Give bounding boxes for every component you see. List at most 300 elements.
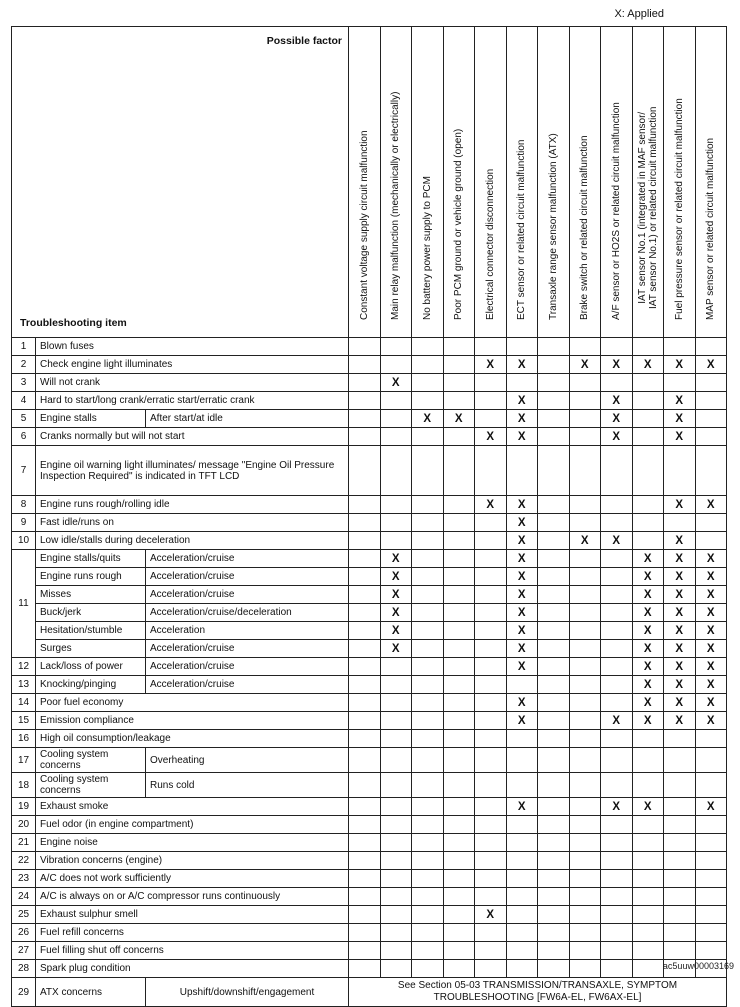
factor-label: Poor PCM ground or vehicle ground (open): [453, 128, 465, 320]
applied-mark: [695, 374, 727, 392]
applied-mark: [506, 676, 538, 694]
condition: Acceleration/cruise: [146, 640, 349, 658]
applied-mark: [569, 586, 601, 604]
applied-mark: [412, 604, 444, 622]
applied-mark: [412, 748, 444, 773]
troubleshooting-item: Fuel filling shut off concerns: [36, 942, 349, 960]
applied-mark: X: [601, 392, 633, 410]
row-number: 20: [12, 816, 36, 834]
applied-mark: [538, 410, 570, 428]
applied-mark: X: [664, 428, 696, 446]
row-number: 23: [12, 870, 36, 888]
table-row: [12, 773, 727, 798]
troubleshooting-item: Emission compliance: [36, 712, 349, 730]
row-number: 19: [12, 798, 36, 816]
applied-mark: [380, 496, 412, 514]
troubleshooting-item: Will not crank: [36, 374, 349, 392]
applied-mark: X: [506, 550, 538, 568]
applied-mark: X: [380, 604, 412, 622]
applied-mark: [538, 532, 570, 550]
applied-mark: [569, 640, 601, 658]
applied-mark: [475, 374, 507, 392]
applied-mark: [664, 773, 696, 798]
table-row: [12, 532, 727, 550]
applied-mark: [538, 550, 570, 568]
row-number: 14: [12, 694, 36, 712]
applied-mark: [569, 942, 601, 960]
table-row: [12, 392, 727, 410]
applied-mark: X: [632, 658, 664, 676]
applied-mark: [349, 514, 381, 532]
applied-mark: [443, 532, 475, 550]
troubleshooting-item: Engine runs rough: [36, 568, 146, 586]
applied-mark: [569, 960, 601, 978]
applied-mark: [538, 586, 570, 604]
applied-mark: [538, 694, 570, 712]
applied-mark: [538, 906, 570, 924]
applied-mark: [380, 730, 412, 748]
applied-mark: [380, 356, 412, 374]
applied-mark: [538, 496, 570, 514]
applied-mark: X: [664, 658, 696, 676]
applied-mark: X: [664, 676, 696, 694]
applied-mark: [538, 816, 570, 834]
applied-mark: [601, 773, 633, 798]
applied-mark: [695, 514, 727, 532]
applied-mark: [632, 730, 664, 748]
table-row: [12, 622, 727, 640]
applied-mark: [349, 392, 381, 410]
applied-mark: [380, 532, 412, 550]
applied-mark: [349, 622, 381, 640]
table-row: [12, 410, 727, 428]
applied-mark: X: [380, 622, 412, 640]
applied-mark: X: [475, 496, 507, 514]
applied-mark: [349, 924, 381, 942]
applied-mark: X: [632, 712, 664, 730]
applied-mark: [695, 906, 727, 924]
applied-mark: [538, 712, 570, 730]
applied-mark: [538, 446, 570, 496]
troubleshooting-item: Exhaust smoke: [36, 798, 349, 816]
applied-mark: [475, 392, 507, 410]
applied-mark: X: [506, 532, 538, 550]
applied-mark: [349, 428, 381, 446]
applied-mark: [601, 568, 633, 586]
applied-mark: X: [506, 356, 538, 374]
applied-mark: [601, 640, 633, 658]
applied-mark: [443, 392, 475, 410]
applied-mark: [443, 374, 475, 392]
factor-header-5: [475, 27, 507, 338]
applied-mark: X: [695, 640, 727, 658]
factor-header-12: [695, 27, 727, 338]
troubleshooting-item: Spark plug condition: [36, 960, 349, 978]
applied-mark: [601, 604, 633, 622]
applied-mark: [569, 773, 601, 798]
applied-mark: [695, 924, 727, 942]
applied-mark: [443, 773, 475, 798]
applied-mark: [412, 658, 444, 676]
applied-mark: [506, 870, 538, 888]
applied-mark: [412, 446, 444, 496]
applied-mark: X: [695, 586, 727, 604]
applied-mark: [380, 748, 412, 773]
applied-mark: [349, 532, 381, 550]
applied-mark: [506, 773, 538, 798]
applied-mark: [349, 550, 381, 568]
applied-mark: [538, 568, 570, 586]
factor-header-7: [538, 27, 570, 338]
factor-label: A/F sensor or HO2S or related circuit malfunction: [610, 102, 622, 320]
table-row: [12, 604, 727, 622]
table-row: [12, 446, 727, 496]
applied-mark: [632, 428, 664, 446]
applied-mark: [664, 514, 696, 532]
applied-mark: [475, 712, 507, 730]
troubleshooting-item: Check engine light illuminates: [36, 356, 349, 374]
applied-mark: [569, 712, 601, 730]
applied-mark: [443, 694, 475, 712]
troubleshooting-item: Cooling system concerns: [36, 773, 146, 798]
applied-mark: [632, 748, 664, 773]
applied-mark: [443, 514, 475, 532]
applied-mark: [412, 798, 444, 816]
applied-mark: [412, 852, 444, 870]
applied-mark: [695, 338, 727, 356]
applied-mark: [412, 550, 444, 568]
applied-mark: [380, 410, 412, 428]
condition: Acceleration/cruise/deceleration: [146, 604, 349, 622]
applied-mark: [601, 924, 633, 942]
applied-mark: [695, 532, 727, 550]
applied-mark: [475, 658, 507, 676]
applied-mark: [601, 870, 633, 888]
applied-mark: [475, 924, 507, 942]
applied-mark: [695, 942, 727, 960]
applied-mark: [443, 852, 475, 870]
applied-mark: [443, 748, 475, 773]
applied-mark: [538, 870, 570, 888]
applied-mark: X: [695, 694, 727, 712]
applied-mark: [443, 338, 475, 356]
applied-mark: X: [380, 374, 412, 392]
applied-mark: [443, 730, 475, 748]
table-row: [12, 568, 727, 586]
applied-mark: [349, 496, 381, 514]
applied-mark: [475, 604, 507, 622]
applied-mark: [412, 816, 444, 834]
applied-mark: [475, 773, 507, 798]
applied-mark: [506, 852, 538, 870]
factor-label: MAP sensor or related circuit malfunction: [705, 137, 717, 320]
applied-mark: [632, 374, 664, 392]
troubleshooting-item-label: Troubleshooting item: [20, 317, 127, 329]
applied-mark: [664, 798, 696, 816]
applied-mark: [632, 834, 664, 852]
applied-mark: [475, 798, 507, 816]
applied-mark: [695, 852, 727, 870]
condition: Upshift/downshift/engagement: [146, 978, 349, 1007]
row-number: 12: [12, 658, 36, 676]
applied-mark: [664, 446, 696, 496]
applied-mark: [506, 888, 538, 906]
applied-mark: [538, 748, 570, 773]
factor-label: Transaxle range sensor malfunction (ATX): [547, 133, 559, 320]
applied-mark: [569, 410, 601, 428]
applied-mark: [538, 834, 570, 852]
applied-mark: [380, 924, 412, 942]
applied-mark: [380, 514, 412, 532]
applied-mark: [380, 392, 412, 410]
troubleshooting-item: Fuel refill concerns: [36, 924, 349, 942]
row-number: 29: [12, 978, 36, 1007]
applied-mark: [632, 888, 664, 906]
applied-mark: [349, 834, 381, 852]
applied-mark: [601, 496, 633, 514]
applied-mark: [538, 428, 570, 446]
table-row: [12, 978, 727, 1007]
applied-mark: X: [695, 658, 727, 676]
applied-mark: [632, 514, 664, 532]
applied-mark: [380, 428, 412, 446]
table-row: [12, 960, 727, 978]
troubleshooting-item: Fuel odor (in engine compartment): [36, 816, 349, 834]
applied-mark: [475, 888, 507, 906]
applied-mark: X: [506, 496, 538, 514]
applied-mark: [632, 870, 664, 888]
applied-mark: [695, 748, 727, 773]
applied-mark: [349, 712, 381, 730]
applied-mark: [475, 514, 507, 532]
applied-mark: [443, 676, 475, 694]
applied-mark: X: [506, 586, 538, 604]
applied-mark: [349, 658, 381, 676]
condition: Acceleration/cruise: [146, 658, 349, 676]
applied-mark: [538, 676, 570, 694]
applied-mark: [632, 773, 664, 798]
applied-mark: [412, 834, 444, 852]
applied-mark: X: [632, 550, 664, 568]
applied-mark: X: [695, 712, 727, 730]
applied-mark: [475, 942, 507, 960]
applied-mark: [695, 888, 727, 906]
row-number: 16: [12, 730, 36, 748]
table-row: [12, 428, 727, 446]
applied-mark: [538, 852, 570, 870]
table-row: [12, 748, 727, 773]
applied-mark: [349, 730, 381, 748]
troubleshooting-item: High oil consumption/leakage: [36, 730, 349, 748]
factor-label: No battery power supply to PCM: [421, 176, 433, 320]
applied-mark: X: [475, 906, 507, 924]
applied-mark: [601, 550, 633, 568]
applied-mark: X: [695, 604, 727, 622]
applied-mark: [475, 338, 507, 356]
applied-mark: X: [601, 428, 633, 446]
applied-mark: X: [601, 410, 633, 428]
applied-mark: [443, 942, 475, 960]
applied-mark: [695, 730, 727, 748]
applied-mark: [380, 906, 412, 924]
applied-mark: [412, 924, 444, 942]
applied-mark: [475, 676, 507, 694]
troubleshooting-item: Knocking/pinging: [36, 676, 146, 694]
applied-mark: [412, 496, 444, 514]
troubleshooting-item: Engine runs rough/rolling idle: [36, 496, 349, 514]
applied-mark: [412, 942, 444, 960]
troubleshooting-item: Engine oil warning light illuminates/ message "Engine Oil Pressure Inspection Required" is indicated in TFT LCD: [36, 446, 349, 496]
row-number: 9: [12, 514, 36, 532]
applied-mark: X: [664, 568, 696, 586]
applied-mark: [412, 694, 444, 712]
applied-mark: [569, 392, 601, 410]
table-row: [12, 550, 727, 568]
troubleshooting-item: Hard to start/long crank/erratic start/erratic crank: [36, 392, 349, 410]
applied-mark: [380, 676, 412, 694]
troubleshooting-item: Misses: [36, 586, 146, 604]
applied-mark: [538, 888, 570, 906]
applied-mark: [569, 888, 601, 906]
table-row: [12, 870, 727, 888]
applied-mark: [569, 446, 601, 496]
applied-mark: [695, 870, 727, 888]
applied-mark: [475, 960, 507, 978]
applied-mark: [412, 960, 444, 978]
applied-mark: [569, 834, 601, 852]
applied-mark: [443, 870, 475, 888]
applied-mark: X: [506, 712, 538, 730]
applied-mark: [443, 924, 475, 942]
applied-mark: X: [664, 550, 696, 568]
applied-mark: [569, 658, 601, 676]
applied-mark: [664, 834, 696, 852]
condition: Acceleration: [146, 622, 349, 640]
applied-mark: [538, 392, 570, 410]
applied-mark: [632, 338, 664, 356]
applied-mark: [538, 514, 570, 532]
applied-mark: [538, 924, 570, 942]
applied-mark: [601, 586, 633, 604]
applied-mark: X: [506, 604, 538, 622]
applied-mark: X: [380, 550, 412, 568]
applied-mark: [443, 568, 475, 586]
factor-header-3: [412, 27, 444, 338]
applied-mark: X: [664, 410, 696, 428]
applied-mark: [443, 798, 475, 816]
table-row: [12, 888, 727, 906]
applied-mark: [380, 446, 412, 496]
applied-mark: [349, 446, 381, 496]
applied-mark: [601, 834, 633, 852]
applied-mark: X: [443, 410, 475, 428]
applied-mark: [601, 960, 633, 978]
applied-mark: [475, 586, 507, 604]
applied-mark: [443, 658, 475, 676]
applied-mark: [632, 852, 664, 870]
applied-mark: [506, 374, 538, 392]
applied-mark: [695, 834, 727, 852]
factor-label: Electrical connector disconnection: [484, 168, 496, 320]
applied-mark: [349, 410, 381, 428]
applied-mark: X: [506, 568, 538, 586]
applied-mark: [506, 960, 538, 978]
applied-mark: [380, 798, 412, 816]
table-row: [12, 942, 727, 960]
applied-mark: [569, 514, 601, 532]
applied-mark: [569, 730, 601, 748]
applied-mark: X: [695, 622, 727, 640]
applied-mark: X: [506, 392, 538, 410]
applied-mark: [569, 338, 601, 356]
applied-mark: [664, 730, 696, 748]
applied-mark: [538, 604, 570, 622]
applied-mark: [506, 338, 538, 356]
applied-mark: [443, 356, 475, 374]
applied-mark: [506, 834, 538, 852]
troubleshooting-item: Fast idle/runs on: [36, 514, 349, 532]
applied-mark: X: [632, 604, 664, 622]
applied-mark: [380, 338, 412, 356]
applied-mark: [380, 816, 412, 834]
troubleshooting-item: A/C does not work sufficiently: [36, 870, 349, 888]
applied-mark: [601, 942, 633, 960]
table-row: [12, 640, 727, 658]
applied-mark: [412, 712, 444, 730]
applied-mark: [506, 446, 538, 496]
applied-mark: [380, 694, 412, 712]
applied-mark: [443, 816, 475, 834]
applied-mark: [569, 816, 601, 834]
applied-mark: X: [664, 640, 696, 658]
condition: Overheating: [146, 748, 349, 773]
applied-mark: [664, 888, 696, 906]
applied-mark: [538, 374, 570, 392]
applied-mark: X: [506, 410, 538, 428]
applied-mark: [569, 870, 601, 888]
applied-mark: X: [664, 694, 696, 712]
factor-header-8: [569, 27, 601, 338]
applied-mark: [506, 906, 538, 924]
applied-mark: [475, 748, 507, 773]
applied-mark: X: [695, 798, 727, 816]
applied-mark: [538, 773, 570, 798]
applied-mark: X: [695, 568, 727, 586]
troubleshooting-item: Cranks normally but will not start: [36, 428, 349, 446]
applied-mark: X: [632, 694, 664, 712]
applied-mark: [601, 658, 633, 676]
table-row: [12, 514, 727, 532]
applied-mark: [632, 942, 664, 960]
troubleshooting-item: Engine stalls: [36, 410, 146, 428]
applied-mark: [601, 676, 633, 694]
applied-mark: [664, 338, 696, 356]
applied-mark: [569, 694, 601, 712]
applied-mark: [380, 712, 412, 730]
row-number: 21: [12, 834, 36, 852]
applied-mark: X: [664, 604, 696, 622]
figure-code: ac5uuw00003169: [662, 961, 734, 971]
applied-mark: [632, 906, 664, 924]
applied-mark: [443, 496, 475, 514]
applied-mark: X: [664, 496, 696, 514]
applied-mark: [538, 622, 570, 640]
row-number: 5: [12, 410, 36, 428]
troubleshooting-table: [11, 26, 727, 1007]
applied-mark: [443, 446, 475, 496]
row-number: 6: [12, 428, 36, 446]
applied-mark: [475, 410, 507, 428]
